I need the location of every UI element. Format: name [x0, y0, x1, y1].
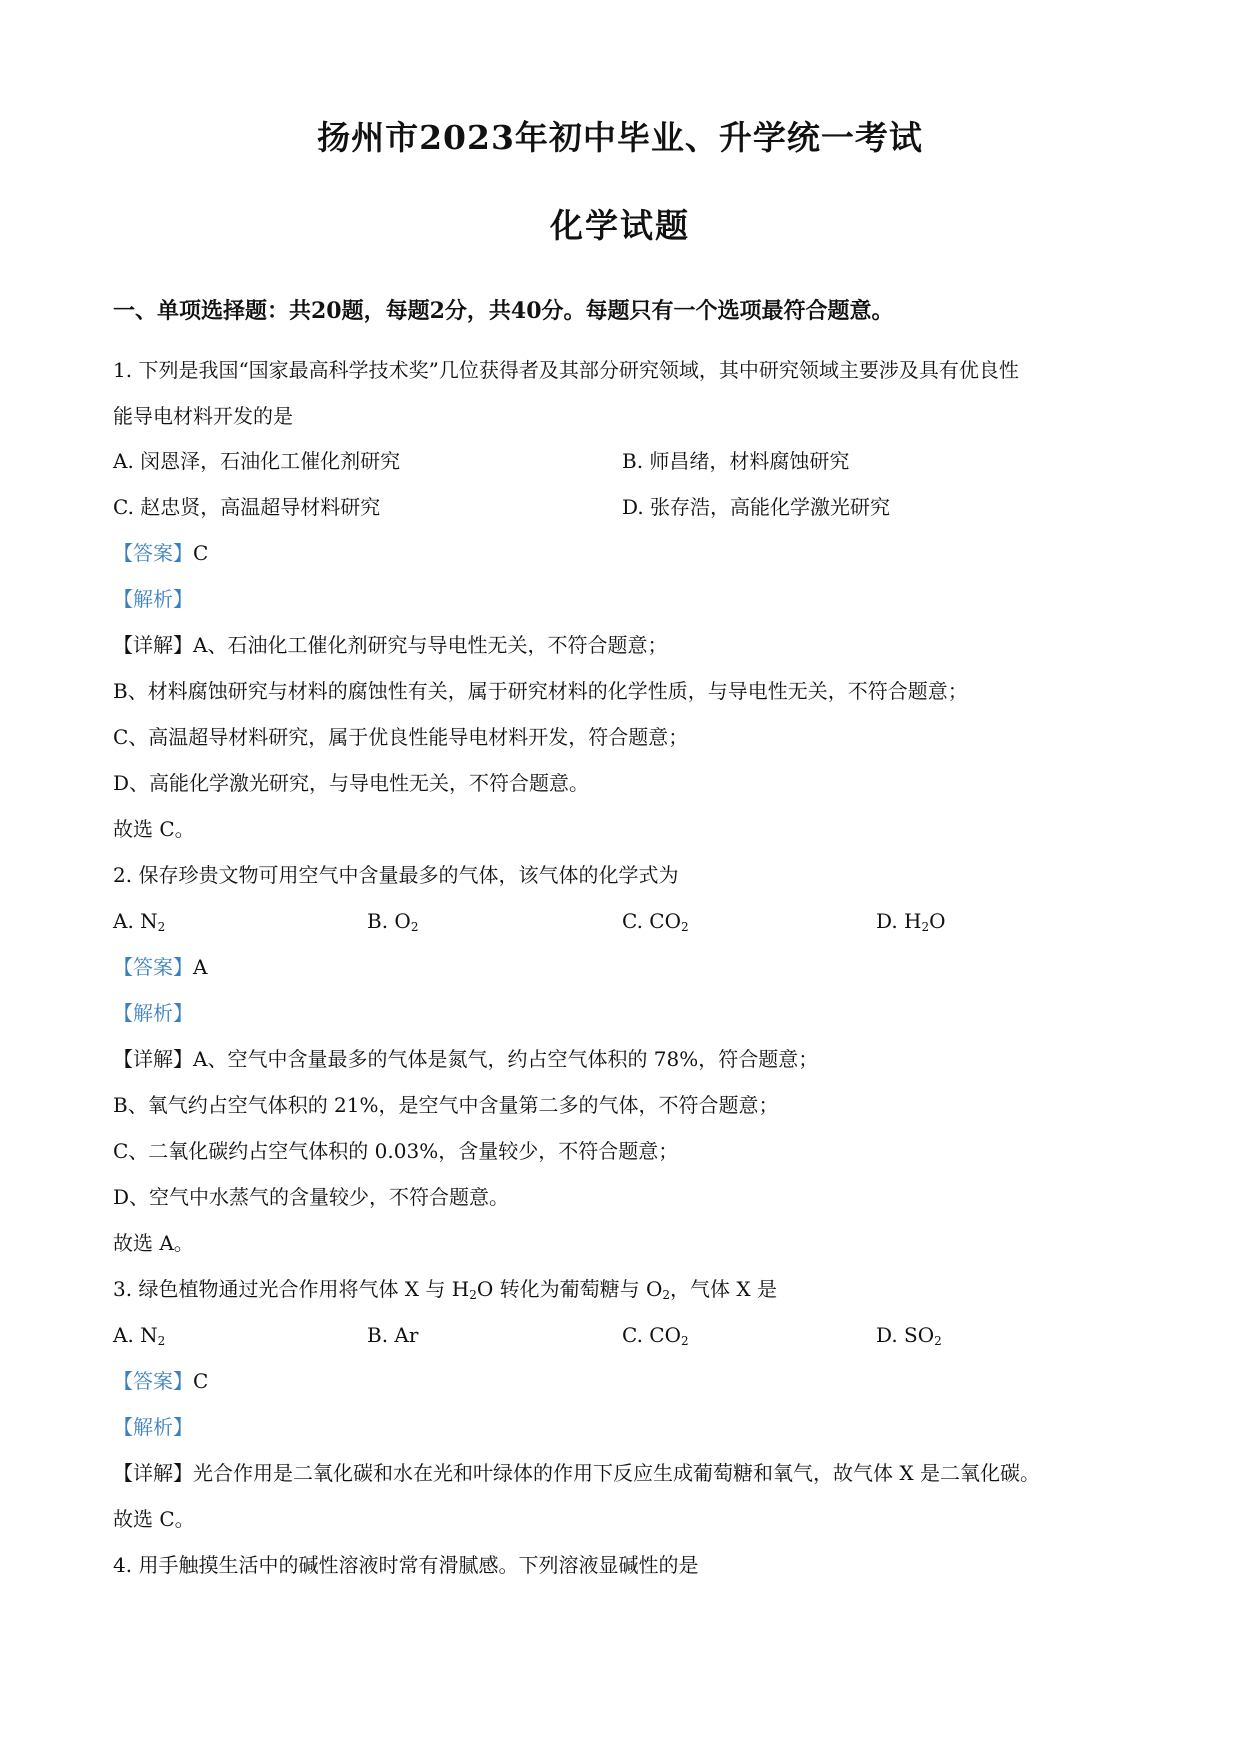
- q3-analysis: [113, 1414, 193, 1440]
- q1-stem-line1: 1. 下列是我国“国家最高科学技术奖”几位获得者及其部分研究领域，其中研究领域主要涉及具有优良性: [113, 358, 1019, 382]
- detail-label: 【详解】: [113, 1461, 193, 1485]
- q1-detail-d: D、高能化学激光研究，与导电性无关，不符合题意。: [113, 771, 590, 795]
- q3-option-a: A. $N_2$: [113, 1323, 166, 1348]
- q1-option-c: C. 赵忠贤，高温超导材料研究: [113, 495, 381, 519]
- q2-detail-a-text: A、空气中含量最多的气体是氮气，约占空气体积的 78%，符合题意；: [193, 1047, 819, 1071]
- detail-label: 【详解】: [113, 1047, 193, 1071]
- section-heading: 一、单项选择题：共20题，每题2分，共40分。每题只有一个选项最符合题意。: [113, 298, 894, 324]
- q1-conclusion: 故选 C。: [113, 817, 195, 841]
- answer-label: 【答案】: [113, 955, 193, 979]
- q2-analysis: [113, 1000, 193, 1026]
- q2-detail-d: D、空气中水蒸气的含量较少，不符合题意。: [113, 1185, 510, 1209]
- q3-option-c: C. $CO_2$: [622, 1323, 689, 1348]
- q3-stem: 3. 绿色植物通过光合作用将气体 X 与 $H_2O$ 转化为葡萄糖与 $O_2$，气体 X 是: [113, 1277, 777, 1302]
- q2-option-b: B. $O_2$: [367, 909, 419, 934]
- q1-answer: [113, 540, 208, 566]
- q3-detail: [113, 1460, 1040, 1486]
- analysis-label: 【解析】: [113, 587, 193, 611]
- q1-detail-a-text: A、石油化工催化剂研究与导电性无关，不符合题意；: [193, 633, 668, 657]
- q1-stem-line2: 能导电材料开发的是: [113, 404, 293, 428]
- q3-answer-value: C: [193, 1369, 209, 1393]
- q2-answer-value: A: [193, 955, 208, 979]
- answer-label: 【答案】: [113, 541, 193, 565]
- q2-conclusion: 故选 A。: [113, 1231, 194, 1255]
- q1-detail-b: B、材料腐蚀研究与材料的腐蚀性有关，属于研究材料的化学性质，与导电性无关，不符合题意；: [113, 679, 968, 703]
- analysis-label: 【解析】: [113, 1415, 193, 1439]
- page-subtitle: 化学试题: [550, 206, 690, 245]
- q3-conclusion: 故选 C。: [113, 1507, 195, 1531]
- detail-label: 【详解】: [113, 633, 193, 657]
- page-title: 扬州市2023年初中毕业、升学统一考试: [317, 118, 923, 157]
- q3-detail-text: 光合作用是二氧化碳和水在光和叶绿体的作用下反应生成葡萄糖和氧气，故气体 X 是二氧化碳。: [193, 1461, 1040, 1485]
- q1-analysis: [113, 586, 193, 612]
- q1-answer-value: C: [193, 541, 209, 565]
- q2-option-a: A. $N_2$: [113, 909, 166, 934]
- q2-detail-c: C、二氧化碳约占空气体积的 0.03%，含量较少，不符合题意；: [113, 1139, 679, 1163]
- q1-detail-a: [113, 632, 667, 658]
- q2-stem: 2. 保存珍贵文物可用空气中含量最多的气体，该气体的化学式为: [113, 863, 679, 887]
- answer-label: 【答案】: [113, 1369, 193, 1393]
- q2-option-c: C. $CO_2$: [622, 909, 689, 934]
- q2-answer: [113, 954, 207, 980]
- q2-detail-a: [113, 1046, 818, 1072]
- q3-answer: [113, 1368, 208, 1394]
- q1-option-a: A. 闵恩泽，石油化工催化剂研究: [113, 449, 401, 473]
- q3-option-d: D. $SO_2$: [876, 1323, 942, 1348]
- q1-detail-c: C、高温超导材料研究，属于优良性能导电材料开发，符合题意；: [113, 725, 689, 749]
- q3-option-b: B. Ar: [367, 1323, 419, 1347]
- q2-option-d: D. $H_2O$: [876, 909, 946, 934]
- q1-option-d: D. 张存浩，高能化学激光研究: [622, 495, 891, 519]
- q4-stem: 4. 用手触摸生活中的碱性溶液时常有滑腻感。下列溶液显碱性的是: [113, 1553, 699, 1577]
- q2-detail-b: B、氧气约占空气体积的 21%，是空气中含量第二多的气体，不符合题意；: [113, 1093, 779, 1117]
- analysis-label: 【解析】: [113, 1001, 193, 1025]
- q1-option-b: B. 师昌绪，材料腐蚀研究: [622, 449, 850, 473]
